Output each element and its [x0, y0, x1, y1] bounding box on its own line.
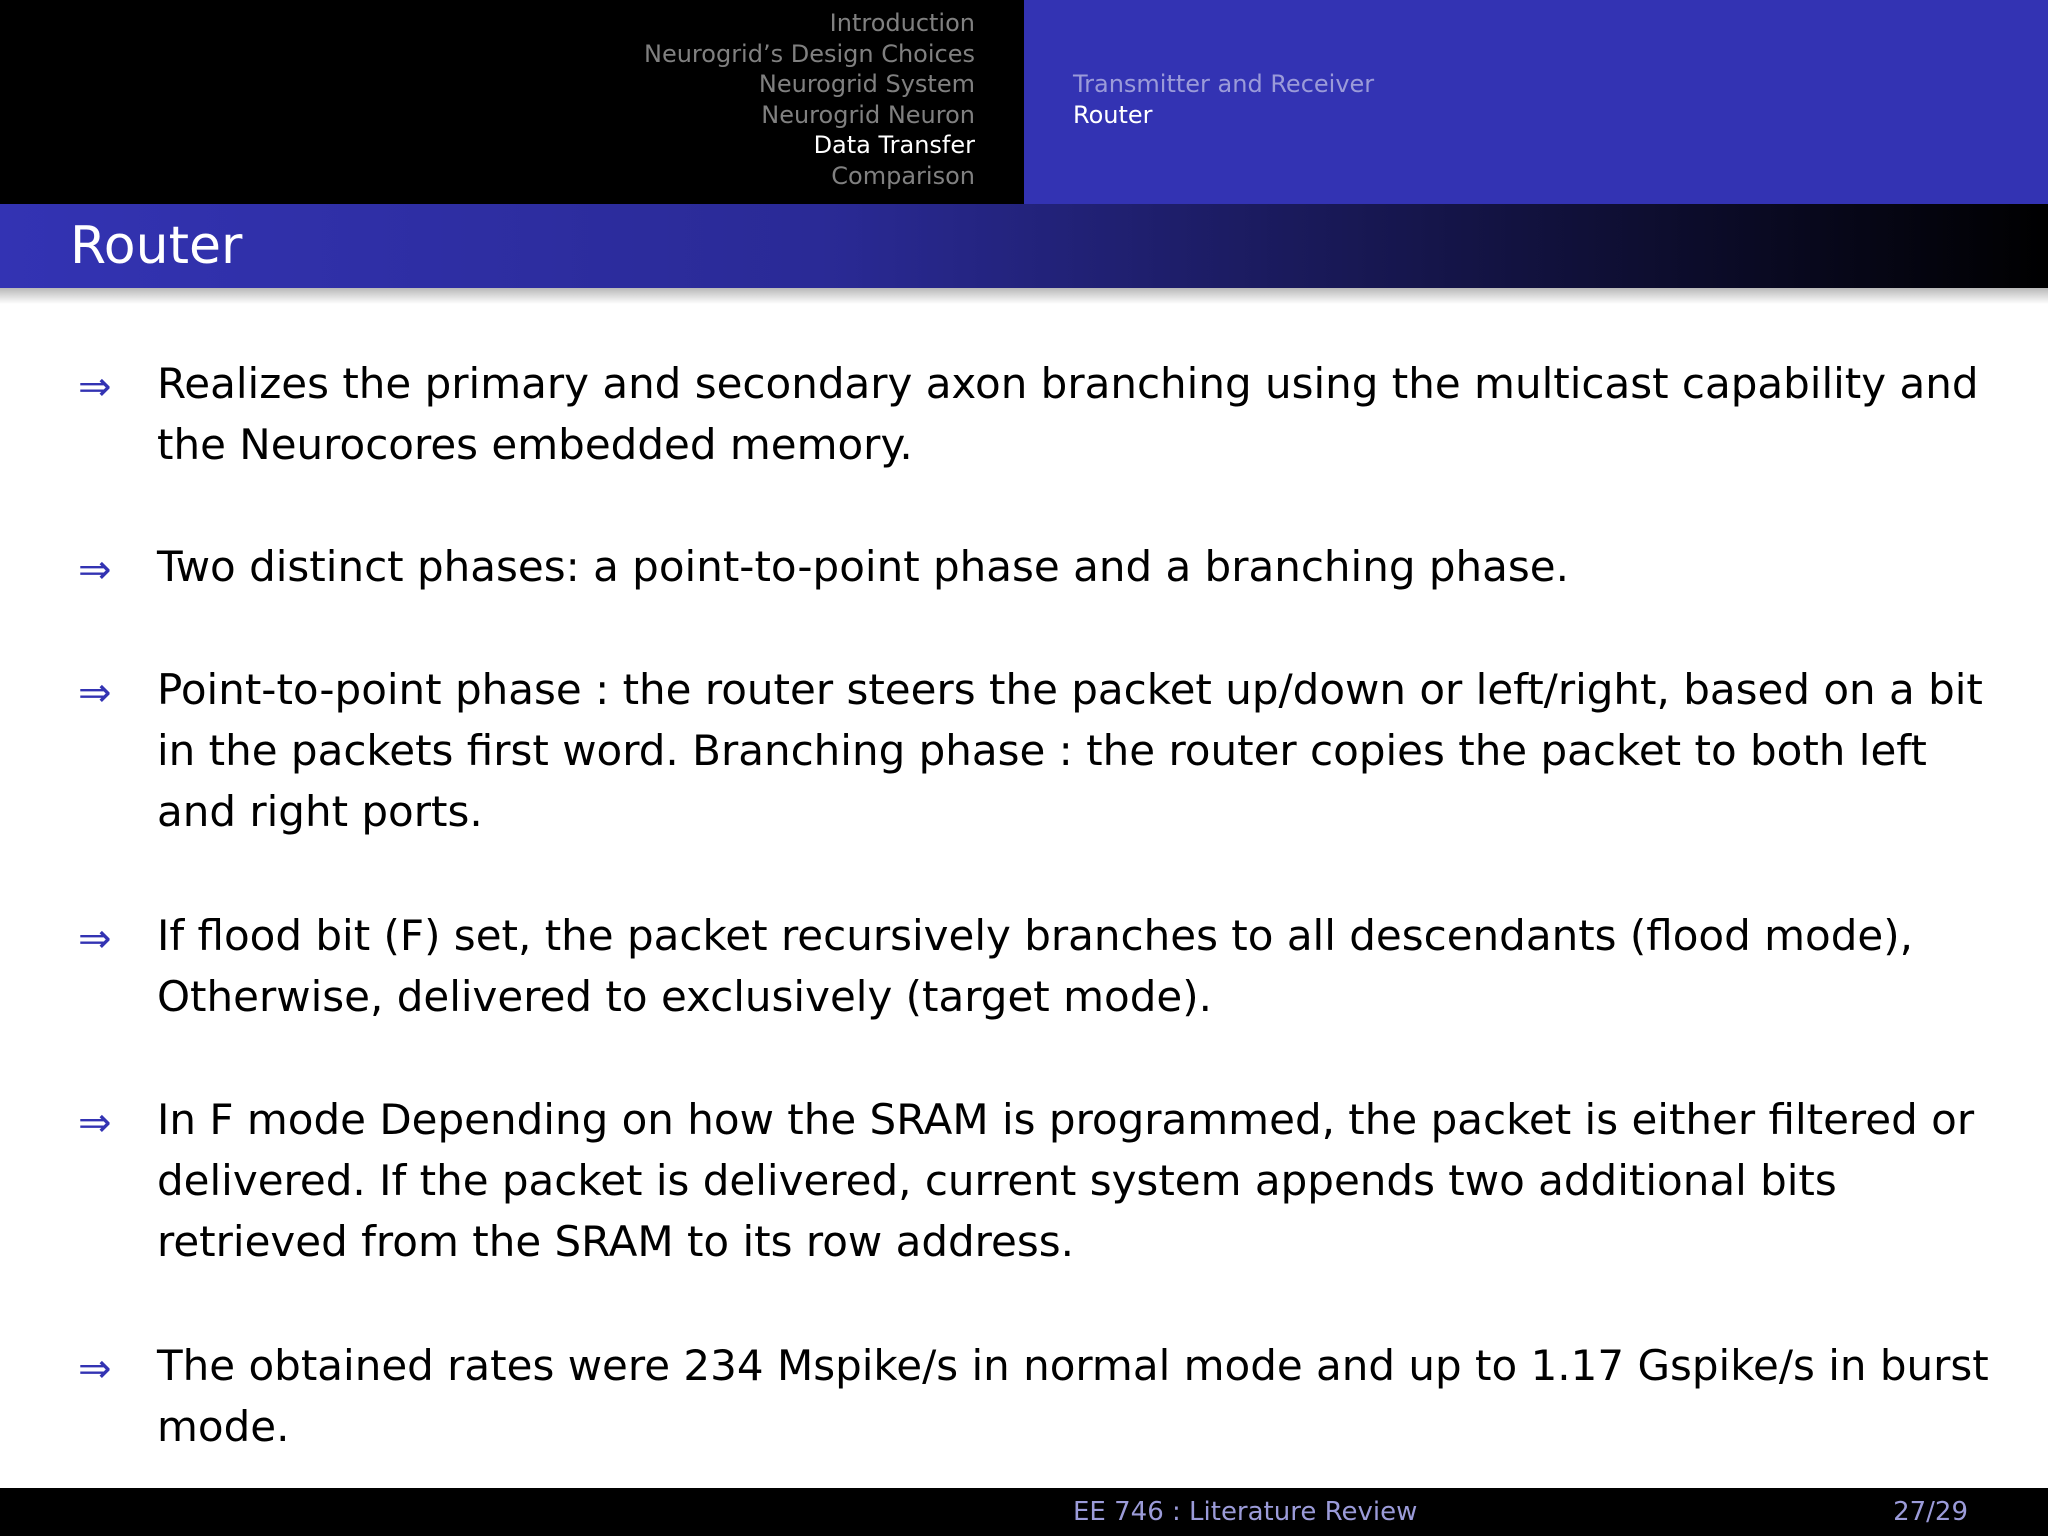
implies-arrow-icon: ⇒	[78, 1100, 112, 1146]
frame-title-bar	[0, 204, 2048, 288]
implies-arrow-icon: ⇒	[78, 670, 112, 716]
nav-section-neurogrid-system[interactable]: Neurogrid System	[758, 70, 975, 98]
page-number: 27/29	[1893, 1497, 1968, 1527]
bullet-text: Realizes the primary and secondary axon branching using the multicast capability and the Neurocores embedded memory.	[157, 359, 1979, 469]
nav-section-data-transfer[interactable]: Data Transfer	[813, 131, 975, 159]
nav-section-comparison[interactable]: Comparison	[831, 161, 975, 190]
footer-right	[1024, 1488, 2048, 1536]
section-list	[644, 8, 975, 191]
subsection-list	[1073, 69, 1374, 130]
nav-subsection-router[interactable]: Router	[1073, 100, 1153, 129]
implies-arrow-icon: ⇒	[78, 1346, 112, 1392]
footer-title: EE 746 : Literature Review	[1073, 1497, 1418, 1527]
implies-arrow-icon: ⇒	[78, 916, 112, 962]
implies-arrow-icon: ⇒	[78, 547, 112, 593]
subsection-navigation	[1024, 0, 2048, 204]
bullet-text: If flood bit (F) set, the packet recursively branches to all descendants (flood mode), Otherwise, delivered to exclusively (target mode).	[157, 911, 1913, 1021]
nav-section-introduction[interactable]: Introduction	[829, 9, 975, 37]
bullet-text: Two distinct phases: a point-to-point phase and a branching phase.	[157, 542, 1569, 591]
section-navigation	[0, 0, 1024, 204]
frame-title: Router	[70, 216, 243, 276]
footer-left	[0, 1488, 1024, 1536]
bullet-text: Point-to-point phase : the router steers the packet up/down or left/right, based on a bit in the packets first word. Branching phase : the router copies the packet to both left and right ports.	[157, 665, 1983, 836]
bullet-text: The obtained rates were 234 Mspike/s in normal mode and up to 1.17 Gspike/s in burst mode.	[157, 1341, 1989, 1451]
implies-arrow-icon: ⇒	[78, 364, 112, 410]
bullet-text: In F mode Depending on how the SRAM is programmed, the packet is either filtered or delivered. If the packet is delivered, current system appends two additional bits retrieved from the SRAM to its row address.	[157, 1095, 1975, 1266]
nav-section-neurogrid-neuron[interactable]: Neurogrid Neuron	[761, 100, 975, 129]
nav-section-design-choices[interactable]: Neurogrid’s Design Choices	[644, 39, 975, 68]
title-shadow	[0, 288, 2048, 304]
nav-subsection-transmitter-receiver[interactable]: Transmitter and Receiver	[1073, 70, 1375, 98]
